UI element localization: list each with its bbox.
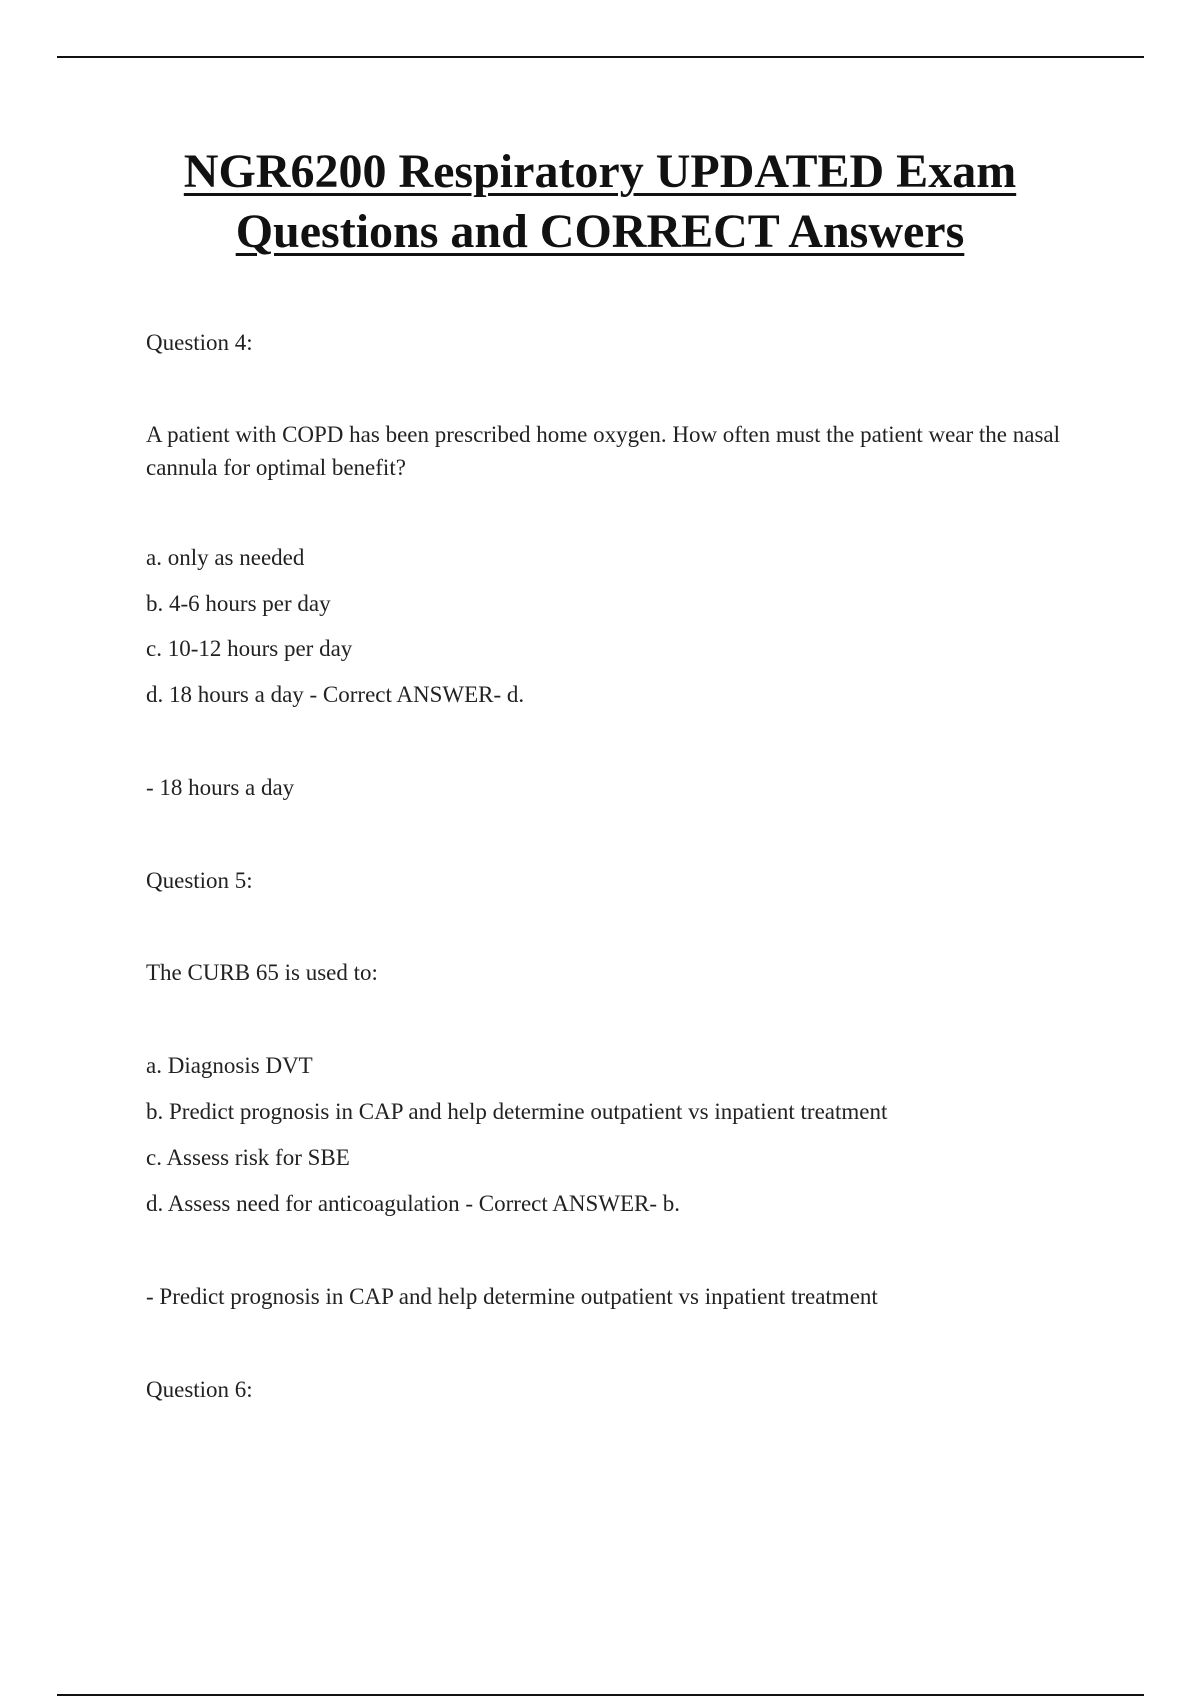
answer-option: a. Diagnosis DVT	[146, 1053, 313, 1078]
question-heading: Question 5:	[146, 868, 253, 893]
bottom-rule	[57, 1694, 1144, 1696]
question-prompt: The CURB 65 is used to:	[146, 960, 378, 985]
top-rule	[57, 56, 1144, 58]
title-line-2: Questions and CORRECT Answers	[235, 205, 965, 258]
document-title	[0, 142, 1200, 262]
answer-option: c. Assess risk for SBE	[146, 1145, 350, 1170]
question-prompt: A patient with COPD has been prescribed home oxygen. How often must the patient wear the nasal cannula for optimal benefit?	[146, 422, 1061, 480]
answer-option-correct: d. 18 hours a day - Correct ANSWER- d.	[146, 682, 525, 707]
answer-option-correct: d. Assess need for anticoagulation - Correct ANSWER- b.	[146, 1191, 680, 1216]
answer-explanation: - Predict prognosis in CAP and help determine outpatient vs inpatient treatment	[146, 1284, 878, 1309]
answer-option: c. 10-12 hours per day	[146, 636, 353, 661]
title-line-1: NGR6200 Respiratory UPDATED Exam	[183, 145, 1017, 198]
question-heading: Question 4:	[146, 330, 253, 355]
question-heading: Question 6:	[146, 1377, 253, 1402]
answer-explanation: - 18 hours a day	[146, 775, 295, 800]
answer-option: b. Predict prognosis in CAP and help determine outpatient vs inpatient treatment	[146, 1099, 888, 1124]
answer-option: b. 4-6 hours per day	[146, 591, 331, 616]
answer-option: a. only as needed	[146, 545, 305, 570]
